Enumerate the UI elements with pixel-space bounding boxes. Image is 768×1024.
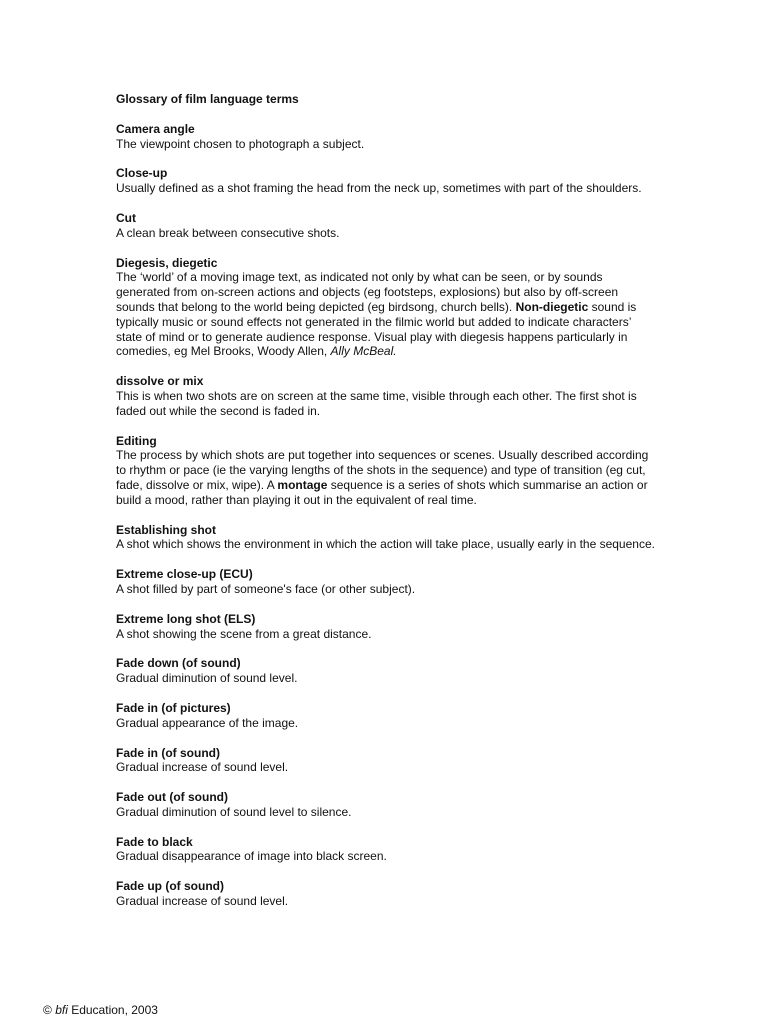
glossary-definition: Gradual diminution of sound level. (116, 671, 298, 686)
glossary-term: Extreme close-up (ECU) (116, 567, 253, 582)
glossary-entry-fade-down (116, 656, 656, 686)
glossary-term: Establishing shot (116, 522, 217, 537)
glossary-term: Diegesis, diegetic (116, 255, 218, 270)
definition-bold-term: montage (277, 477, 328, 492)
glossary-term: Close-up (116, 166, 168, 181)
footer-text: Education, 2003 (67, 1003, 158, 1017)
glossary-definition: The viewpoint chosen to photograph a subject. (116, 136, 365, 151)
glossary-entry-dissolve (116, 374, 656, 418)
glossary-entry-close-up (116, 166, 656, 196)
definition-text: The ‘world’ of a moving image text, as indicated not only by what can be seen, or by sounds generated from on-screen actions and objects (eg footsteps, explosions) but also by off-screen sounds that belong to the world being depicted (eg birdsong, church bells). (116, 270, 619, 314)
glossary-definition: A shot showing the scene from a great distance. (116, 626, 372, 641)
document-body (116, 92, 656, 924)
glossary-term: Fade to black (116, 834, 193, 849)
glossary-definition: Gradual appearance of the image. (116, 715, 299, 730)
glossary-definition: Gradual diminution of sound level to silence. (116, 804, 352, 819)
glossary-definition: Gradual increase of sound level. (116, 894, 289, 909)
glossary-definition: Gradual increase of sound level. (116, 760, 289, 775)
glossary-term: Fade up (of sound) (116, 879, 224, 894)
glossary-entry-fade-up (116, 879, 656, 909)
glossary-entry-camera-angle (116, 122, 656, 152)
definition-italic-title: Ally McBeal. (330, 344, 397, 359)
definition-text: The process by which shots are put together into sequences or scenes. Usually described according to rhythm or pace (ie the varying lengths of the shots in the sequence) and type of transition (eg cut, fade, dissolve or mix, wipe). A (116, 448, 649, 492)
glossary-definition: Usually defined as a shot framing the head from the neck up, sometimes with part of the shoulders. (116, 181, 642, 196)
glossary-definition (116, 448, 656, 507)
glossary-definition: A shot filled by part of someone's face (or other subject). (116, 581, 416, 596)
glossary-entry-els (116, 612, 656, 642)
glossary-term: Fade out (of sound) (116, 790, 228, 805)
definition-bold-term: Non-diegetic (515, 299, 589, 314)
glossary-entry-fade-in-sound (116, 746, 656, 776)
copyright-symbol: © (43, 1003, 52, 1017)
document-title: Glossary of film language terms (116, 92, 299, 106)
glossary-entry-ecu (116, 567, 656, 597)
glossary-entry-fade-out-sound (116, 790, 656, 820)
glossary-term: Camera angle (116, 121, 195, 136)
glossary-definition (116, 270, 656, 359)
glossary-term: Extreme long shot (ELS) (116, 611, 256, 626)
glossary-term: Fade in (of sound) (116, 745, 220, 760)
definition-text: sequence is a series of shots which summarise an action or build a mood, rather than playing it out in the equivalent of real time. (116, 477, 648, 507)
glossary-term: Cut (116, 210, 136, 225)
glossary-definition: A clean break between consecutive shots. (116, 225, 340, 240)
glossary-entry-cut (116, 211, 656, 241)
glossary-entry-diegesis (116, 256, 656, 360)
glossary-definition: Gradual disappearance of image into black screen. (116, 849, 387, 864)
definition-text: sound is typically music or sound effects not generated in the filmic world but added to indicate characters’ state of mind or to generate audience response. Visual play with diegesis happens particularly in comedies, eg Mel Brooks, Woody Allen, (116, 299, 637, 359)
glossary-definition: This is when two shots are on screen at the same time, visible through each other. The first shot is faded out while the second is faded in. (116, 388, 637, 418)
glossary-entry-fade-in-pictures (116, 701, 656, 731)
page-footer (43, 1003, 158, 1018)
brand-name: bfi (55, 1003, 68, 1017)
glossary-entry-editing (116, 434, 656, 508)
glossary-term: Fade down (of sound) (116, 656, 241, 671)
glossary-term: dissolve or mix (116, 374, 204, 389)
glossary-entry-fade-to-black (116, 835, 656, 865)
glossary-definition: A shot which shows the environment in which the action will take place, usually early in the sequence. (116, 537, 655, 552)
glossary-entry-establishing-shot (116, 523, 656, 553)
glossary-term: Fade in (of pictures) (116, 700, 231, 715)
glossary-term: Editing (116, 433, 157, 448)
